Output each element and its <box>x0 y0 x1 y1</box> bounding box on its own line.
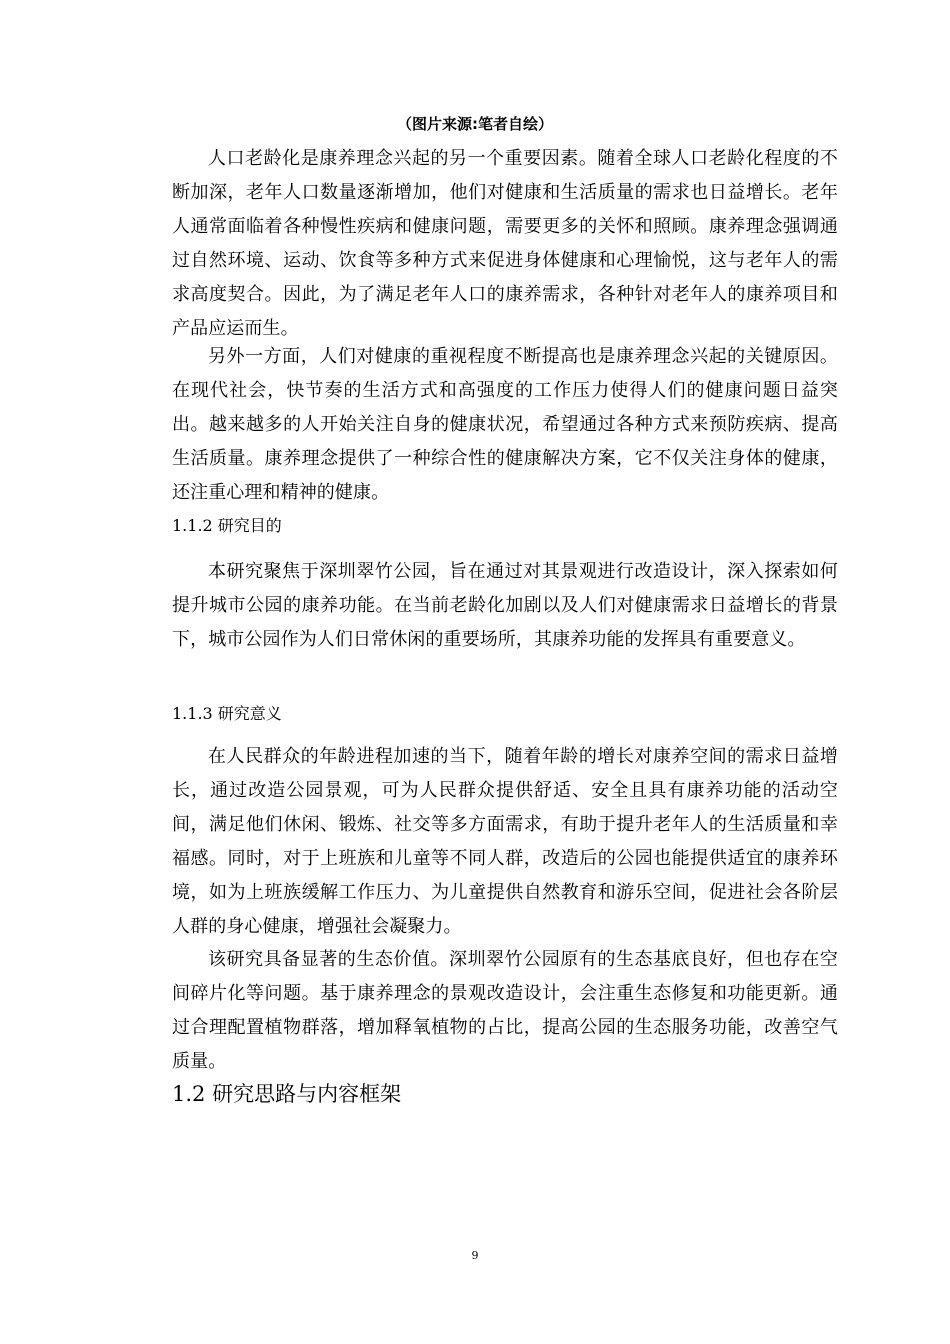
figure-source-caption: （图片来源:笔者自绘） <box>397 115 553 133</box>
paragraph-ecological-value: 该研究具备显著的生态价值。深圳翠竹公园原有的生态基底良好，但也存在空间碎片化等问题。基于康养理念的景观改造设计，会注重生态修复和功能更新。通过合理配置植物群落，增加释氧植物的占比，提高公园的生态服务功能，改善空气质量。 <box>172 949 838 1072</box>
paragraph-aging-population: 人口老龄化是康养理念兴起的另一个重要因素。随着全球人口老龄化程度的不断加深，老年人口数量逐渐增加，他们对健康和生活质量的需求也日益增长。老年人通常面临着各种慢性疾病和健康问题，需要更多的关怀和照顾。康养理念强调通过自然环境、运动、饮食等多种方式来促进身体健康和心理愉悦，这与老年人的需求高度契合。因此，为了满足老年人口的康养需求，各种针对老年人的康养项目和产品应运而生。 <box>172 148 838 339</box>
heading-research-purpose: 1.1.2 研究目的 <box>172 516 282 535</box>
page-number: 9 <box>471 1249 479 1262</box>
heading-research-significance: 1.1.3 研究意义 <box>172 704 282 723</box>
heading-research-framework: 1.2 研究思路与内容框架 <box>172 1082 402 1106</box>
paragraph-social-value: 在人民群众的年龄进程加速的当下，随着年龄的增长对康养空间的需求日益增长，通过改造公园景观，可为人民群众提供舒适、安全且具有康养功能的活动空间，满足他们休闲、锻炼、社交等多方面需求，有助于提升老年人的生活质量和幸福感。同时，对于上班族和儿童等不同人群，改造后的公园也能提供适宜的康养环境，如为上班族缓解工作压力、为儿童提供自然教育和游乐空间，促进社会各阶层人群的身心健康，增强社会凝聚力。 <box>172 746 838 937</box>
paragraph-health-awareness: 另外一方面，人们对健康的重视程度不断提高也是康养理念兴起的关键原因。在现代社会，快节奏的生活方式和高强度的工作压力使得人们的健康问题日益突出。越来越多的人开始关注自身的健康状况，希望通过各种方式来预防疾病、提高生活质量。康养理念提供了一种综合性的健康解决方案，它不仅关注身体的健康，还注重心理和精神的健康。 <box>172 346 838 503</box>
paragraph-research-purpose: 本研究聚焦于深圳翠竹公园，旨在通过对其景观进行改造设计，深入探索如何提升城市公园的康养功能。在当前老龄化加剧以及人们对健康需求日益增长的背景下，城市公园作为人们日常休闲的重要场所，其康养功能的发挥具有重要意义。 <box>172 561 838 650</box>
